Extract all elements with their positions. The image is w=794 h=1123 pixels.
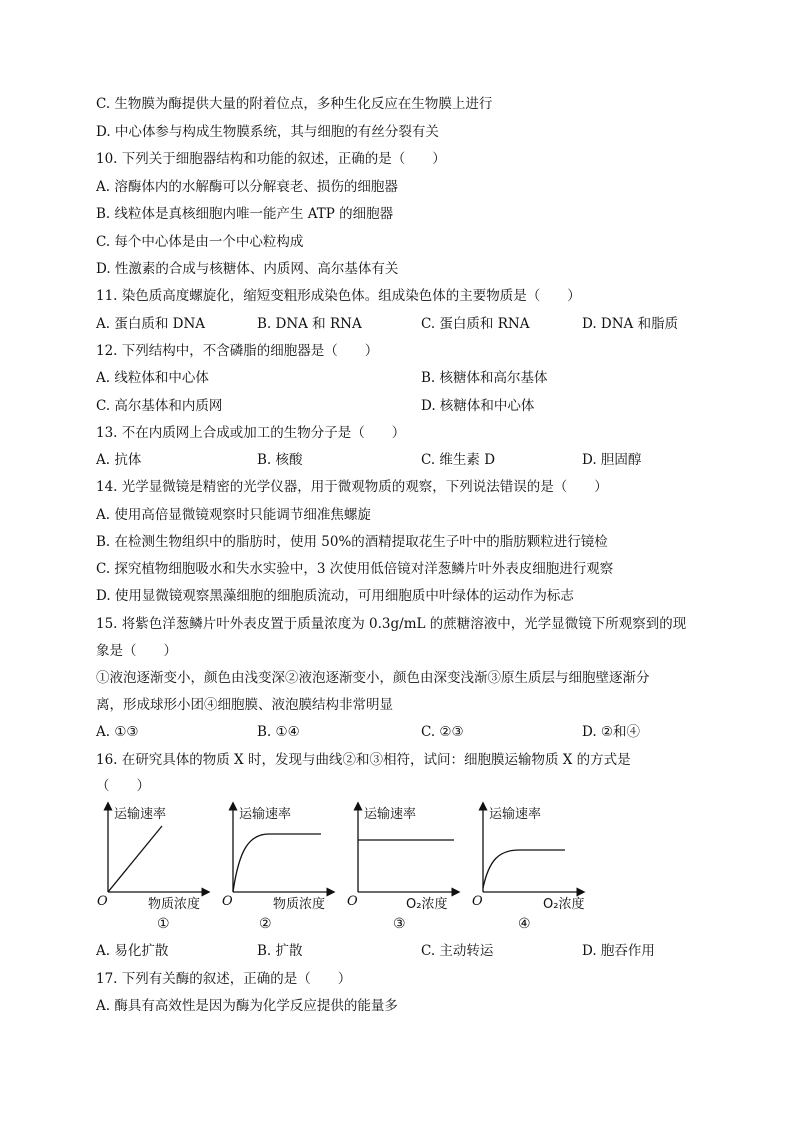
question-15-cont: 象是（ ） — [96, 643, 177, 659]
q13-option-c: C. 维生素 D — [421, 452, 496, 468]
q10-option-b: B. 线粒体是真核细胞内唯一能产生 ATP 的细胞器 — [96, 206, 394, 222]
q14-option-b: B. 在检测生物组织中的脂肪时，使用 50%的酒精提取花生子叶中的脂肪颗粒进行镜检 — [96, 534, 608, 550]
q15-option-c: C. ②③ — [421, 724, 464, 740]
q14-option-d: D. 使用显微镜观察黑藻细胞的细胞质流动，可用细胞质中叶绿体的运动作为标志 — [96, 588, 574, 604]
q11-option-d: D. DNA 和脂质 — [582, 316, 679, 332]
question-12: 12. 下列结构中，不含磷脂的细胞器是（ ） — [96, 343, 379, 359]
q11-option-c: C. 蛋白质和 RNA — [421, 316, 530, 332]
q9-option-d: D. 中心体参与构成生物膜系统，其与细胞的有丝分裂有关 — [96, 124, 439, 140]
q15-statements-cont: 离，形成球形小团④细胞膜、液泡膜结构非常明显 — [96, 697, 393, 713]
graph-2-xlabel: 物质浓度 — [273, 897, 326, 912]
graph-3 — [346, 800, 466, 935]
q12-option-d: D. 核糖体和中心体 — [421, 398, 535, 414]
q15-option-d: D. ②和④ — [582, 724, 641, 740]
q15-option-b: B. ①④ — [257, 724, 300, 740]
graph-2-number: ② — [259, 916, 272, 932]
graph-4-number: ④ — [518, 916, 531, 932]
question-13: 13. 不在内质网上合成或加工的生物分子是（ ） — [96, 425, 406, 441]
graph-2-curve — [233, 834, 321, 892]
question-14: 14. 光学显微镜是精密的光学仪器，用于微观物质的观察，下列说法错误的是（ ） — [96, 479, 608, 495]
question-10: 10. 下列关于细胞器结构和功能的叙述，正确的是（ ） — [96, 151, 446, 167]
question-16: 16. 在研究具体的物质 X 时，发现与曲线②和③相符，试问：细胞膜运输物质 X 的方式是 — [96, 752, 631, 768]
transport-rate-graphs — [96, 800, 596, 935]
q13-option-a: A. 抗体 — [96, 452, 142, 468]
graph-4 — [471, 800, 591, 935]
graph-4-ylabel: 运输速率 — [489, 807, 542, 822]
graph-1-number: ① — [157, 916, 170, 932]
graph-4-xlabel: O₂浓度 — [543, 897, 585, 912]
question-17: 17. 下列有关酶的叙述，正确的是（ ） — [96, 971, 352, 987]
graph-2 — [221, 800, 341, 935]
graph-1-xlabel: 物质浓度 — [148, 897, 201, 912]
q13-option-d: D. 胆固醇 — [582, 452, 642, 468]
q16-option-b: B. 扩散 — [257, 943, 303, 959]
graph-3-number: ③ — [393, 916, 406, 932]
q11-option-a: A. 蛋白质和 DNA — [96, 316, 206, 332]
graph-4-origin: O — [472, 894, 483, 909]
graph-4-curve — [483, 850, 565, 888]
q14-option-a: A. 使用高倍显微镜观察时只能调节细准焦螺旋 — [96, 507, 371, 523]
graph-1-ylabel: 运输速率 — [114, 807, 167, 822]
q11-option-b: B. DNA 和 RNA — [257, 316, 362, 332]
q12-option-c: C. 高尔基体和内质网 — [96, 398, 223, 414]
graph-1-curve — [108, 826, 162, 892]
q17-option-a: A. 酶具有高效性是因为酶为化学反应提供的能量多 — [96, 998, 398, 1014]
graph-3-xlabel: O₂浓度 — [406, 897, 448, 912]
q16-option-d: D. 胞吞作用 — [582, 943, 655, 959]
graph-2-origin: O — [222, 894, 233, 909]
graph-2-ylabel: 运输速率 — [239, 807, 292, 822]
question-16-cont: （ ） — [96, 778, 150, 794]
q10-option-d: D. 性激素的合成与核糖体、内质网、高尔基体有关 — [96, 261, 399, 277]
q12-option-b: B. 核糖体和高尔基体 — [421, 370, 548, 386]
graph-3-ylabel: 运输速率 — [364, 807, 417, 822]
q9-option-c: C. 生物膜为酶提供大量的附着位点，多种生化反应在生物膜上进行 — [96, 96, 493, 112]
graph-1-origin: O — [97, 894, 108, 909]
graph-3-origin: O — [347, 894, 358, 909]
q16-option-a: A. 易化扩散 — [96, 943, 169, 959]
q13-option-b: B. 核酸 — [257, 452, 303, 468]
q15-option-a: A. ①③ — [96, 724, 139, 740]
q14-option-c: C. 探究植物细胞吸水和失水实验中，3 次使用低倍镜对洋葱鳞片叶外表皮细胞进行观察 — [96, 561, 614, 577]
q12-option-a: A. 线粒体和中心体 — [96, 370, 209, 386]
q15-statements: ①液泡逐渐变小，颜色由浅变深②液泡逐渐变小，颜色由深变浅渐③原生质层与细胞壁逐渐分 — [96, 670, 650, 686]
question-15: 15. 将紫色洋葱鳞片叶外表皮置于质量浓度为 0.3g/mL 的蔗糖溶液中，光学显微镜下所观察到的现 — [96, 616, 687, 632]
q10-option-c: C. 每个中心体是由一个中心粒构成 — [96, 234, 304, 250]
question-11: 11. 染色质高度螺旋化，缩短变粗形成染色体。组成染色体的主要物质是（ ） — [96, 288, 581, 304]
q10-option-a: A. 溶酶体内的水解酶可以分解衰老、损伤的细胞器 — [96, 179, 398, 195]
q16-option-c: C. 主动转运 — [421, 943, 494, 959]
graph-1 — [96, 800, 216, 935]
